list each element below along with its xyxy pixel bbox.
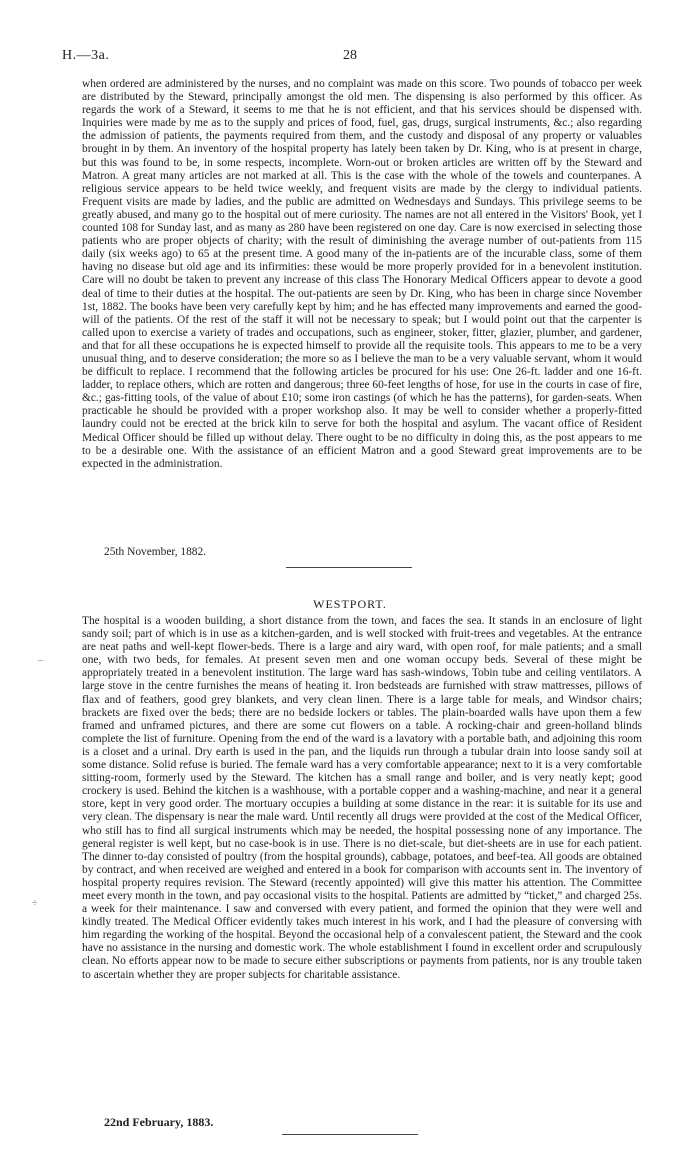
westport-date: 22nd February, 1883. <box>104 1115 214 1129</box>
margin-dash: – <box>38 655 43 666</box>
page-number: 28 <box>343 48 357 63</box>
report-reference: H.—3a. <box>62 48 110 63</box>
end-divider <box>282 1134 418 1135</box>
section-divider <box>286 567 412 568</box>
report-body-text: when ordered are administered by the nurses, and no complaint was made on this score. Two pounds of tobacco per week are distributed by the Steward, principally amongst the old men. The dispensing is also performed by this officer. As regards the work of a Steward, it seems to me that he is not efficient, and that his services should be dispensed with. Inquiries were made by me as to the supply and prices of food, fuel, gas, drugs, surgical instruments, &c.; also regarding the admission of patients, the payments required from them, and the custody and disposal of any property or valuables brought in by them. An inventory of the hospital property has lately been taken by Dr. King, who is at present in charge, but this was found to be, in some respects, incomplete. Worn-out or broken articles are written off by the Steward and Matron. A great many articles are not marked at all. This is the case with the whole of the towels and counterpanes. A religious service appears to be held twice weekly, and frequent visits are made by the clergy to individual patients. Frequent visits are made by ladies, and the public are admitted on Wednesdays and Sundays. This privilege seems to be greatly abused, and many go to the hospital out of mere curiosity. The names are not all entered in the Visitors' Book, yet I counted 108 for Sunday last, and as many as 280 have been registered on one day. Care is now exercised in selecting those patients who are proper objects of charity; with the result of diminishing the average number of out-patients from 115 daily (six weeks ago) to 65 at the present time. A good many of the in-patients are of the incurable class, some of them having no disease but old age and its infirmities: these would be more properly provided for in a benevolent institution. Care will no doubt be taken to prevent any increase of this class The Honorary Medical Officers appear to devote a good deal of time to their duties at the hospital. The out-patients are seen by Dr. King, who has been in charge since November 1st, 1882. The books have been very carefully kept by him; and he has effected many improvements and earned the good-will of the patients. Of the rest of the staff it will not be necessary to speak; but I would point out that the carpenter is called upon to exercise a variety of trades and occupations, such as engineer, stoker, fitter, glazier, plumber, and gardener, and that for all these occupations he is expected himself to provide all the requisite tools. This appears to me to be a very unusual thing, and to deserve consideration; the more so as I believe the man to be a very valuable servant, whom it would be difficult to replace. I recommend that the following articles be procured for his use: One 26-ft. ladder and one 16-ft. ladder, to replace others, which are rotten and dangerous; three 60-feet lengths of hose, for use in the courts in case of fire, &c.; gas-fitting tools, of the value of about £10; some iron castings (of which he has the patterns), for garden-seats. When practicable he should be provided with a proper workshop also. It may be well to consider whether a properly-fitted laundry could not be erected at the brick kiln to serve for both the hospital and asylum. The vacant office of Resident Medical Officer should be filled up without delay. There ought to be no difficulty in doing this, as the post appears to me to be a desirable one. With the assistance of an efficient Matron and a good Steward great improvements are to be expected in the administration. <box>82 78 642 470</box>
section-heading: WESTPORT. <box>313 597 387 611</box>
westport-body-paragraph <box>82 615 642 982</box>
report-date: 25th November, 1882. <box>104 546 207 558</box>
westport-body-text: The hospital is a wooden building, a short distance from the town, and faces the sea. It stands in an enclosure of light sandy soil; part of which is in use as a kitchen-garden, and is well stocked with fruit-trees and vegetables. At the entrance are neat paths and well-kept flower-beds. There is a large and airy ward, with open roof, for male patients; and a small one, with two beds, for females. At present seven men and one woman occupy beds. Several of these might be appropriately treated in a benevolent institution. The large ward has sash-windows, Tobin tube and ceiling ventilators. A large stove in the centre furnishes the means of heating it. Iron bedsteads are furnished with straw mattresses, pillows of flax and of feathers, good grey blankets, and very clean linen. There is a large table for meals, and Windsor chairs; brackets are fixed over the beds; there are no bedside lockers or tables. The plain-boarded walls have upon them a few framed and unframed pictures, and there are some cut flowers on a table. A rocking-chair and green-holland blinds complete the list of furniture. Opening from the end of the ward is a lavatory with a portable bath, and adjoining this room is a closet and a urinal. Dry earth is used in the pan, and the liquids run through a tubular drain into loose sandy soil at some distance. Solid refuse is buried. The female ward has a very comfortable appearance; next to it is a very comfortable sitting-room, formerly used by the Steward. The kitchen has a small range and boiler, and is very neatly kept; good crockery is used. Behind the kitchen is a washhouse, with a portable copper and a washing-machine, and near it a general store, kept in very good order. The mortuary occupies a building at some distance in the rear: it is suitable for its use and very clean. The dispensary is near the male ward. Until recently all drugs were provided at the cost of the Medical Officer, who still has to find all surgical instruments which may be needed, the hospital possessing none of any importance. The general register is well kept, but no case-book is in use. There is no diet-scale, but diet-sheets are in use for each patient. The dinner to-day consisted of poultry (from the hospital grounds), cabbage, potatoes, and beef-tea. All goods are obtained by contract, and when received are weighed and entered in a book for comparison with accounts sent in. The inventory of hospital property requires revision. The Steward (recently appointed) will give this matter his attention. The Committee meet every month in the town, and pay occasional visits to the hospital. Patients are admitted by “ticket,” and charged 25s. a week for their maintenance. I saw and conversed with every patient, and formed the opinion that they were well and kindly treated. The Medical Officer evidently takes much interest in his work, and I had the pleasure of conversing with him regarding the working of the hospital. Beyond the occasional help of a convalescent patient, the Steward and the cook have no assistance in the nursing and domestic work. The whole establishment I found in excellent order and scrupulously clean. No efforts appear now to be made to secure either subscriptions or payments from patients, nor is any trouble taken to ascertain whether they are proper subjects for charitable assistance. <box>82 615 642 981</box>
margin-mark: ÷ <box>32 898 38 909</box>
report-body-paragraph <box>82 78 642 471</box>
